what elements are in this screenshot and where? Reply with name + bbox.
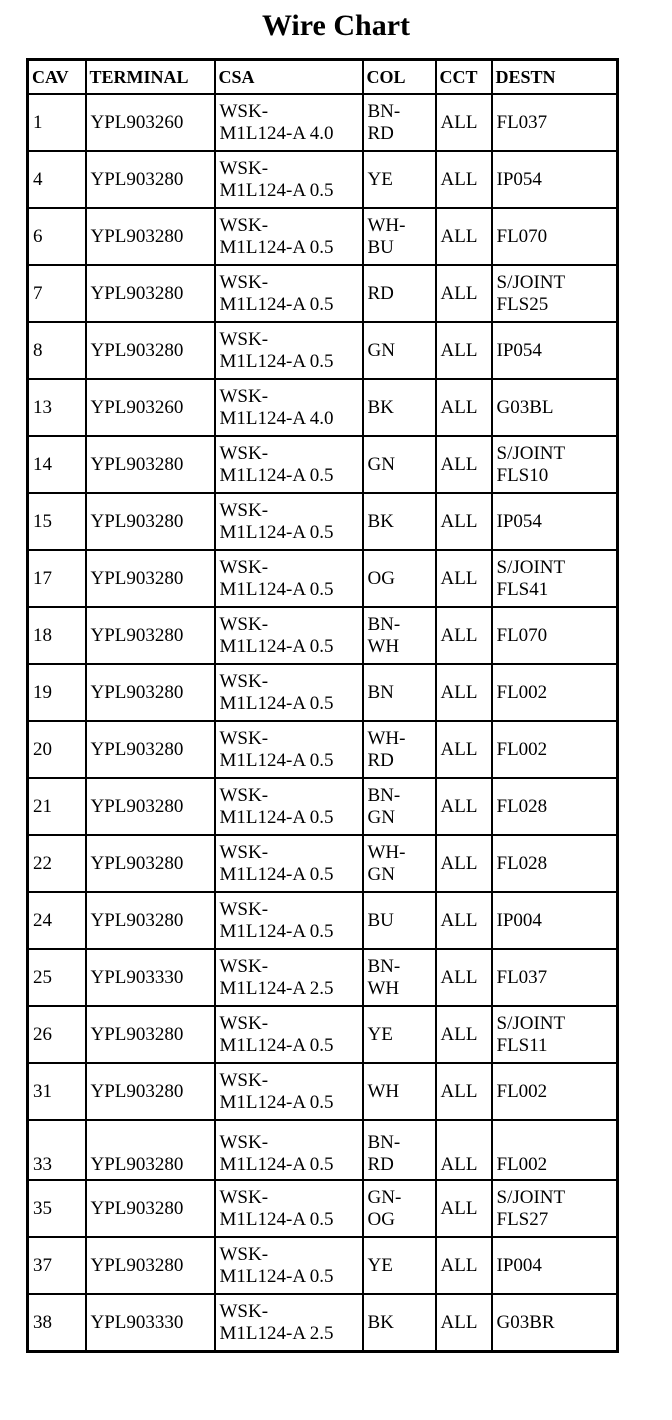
csa-cell-line: WSK-	[219, 1186, 269, 1208]
destn-cell-line: FL002	[496, 1154, 548, 1175]
csa-cell-line: M1L124-A 0.5	[219, 635, 334, 657]
csa-cell-line: M1L124-A 0.5	[219, 806, 334, 828]
table-row	[28, 436, 618, 493]
csa-cell-line: WSK-	[219, 1243, 269, 1265]
destn-cell	[492, 1006, 618, 1063]
destn-cell	[492, 721, 618, 778]
col-cell	[363, 892, 436, 949]
destn-cell	[492, 1063, 618, 1120]
cav-cell: 17	[28, 550, 86, 607]
cav-cell: 7	[28, 265, 86, 322]
col-cell	[363, 265, 436, 322]
csa-cell-line: WSK-	[219, 100, 269, 122]
cct-cell: ALL	[436, 835, 492, 892]
cct-cell: ALL	[436, 1063, 492, 1120]
header-col: COL	[363, 60, 436, 95]
cav-cell: 33	[28, 1120, 86, 1180]
destn-cell	[492, 949, 618, 1006]
csa-cell-line: WSK-	[219, 727, 269, 749]
header-terminal: TERMINAL	[86, 60, 215, 95]
destn-cell	[492, 151, 618, 208]
cav-cell: 1	[28, 94, 86, 151]
cav-cell: 14	[28, 436, 86, 493]
terminal-cell: YPL903330	[86, 949, 215, 1006]
col-cell-line: OG	[367, 1208, 395, 1230]
destn-cell-line: FL028	[496, 795, 548, 817]
csa-cell-line: M1L124-A 0.5	[219, 1154, 334, 1175]
destn-cell	[492, 664, 618, 721]
col-cell	[363, 550, 436, 607]
table-row	[28, 607, 618, 664]
terminal-cell: YPL903280	[86, 265, 215, 322]
destn-cell-line: S/JOINT	[496, 442, 566, 464]
col-cell-line: RD	[367, 749, 394, 771]
col-cell	[363, 1237, 436, 1294]
destn-cell-line: FL037	[496, 111, 548, 133]
csa-cell	[215, 835, 363, 892]
destn-cell-line: FLS41	[496, 578, 549, 600]
col-cell-line: BK	[367, 396, 394, 418]
csa-cell-line: M1L124-A 0.5	[219, 1091, 334, 1113]
destn-cell-line: IP054	[496, 339, 542, 361]
terminal-cell: YPL903280	[86, 322, 215, 379]
destn-cell	[492, 778, 618, 835]
destn-cell-line: FLS25	[496, 293, 549, 315]
col-cell-line: RD	[367, 122, 394, 144]
destn-cell	[492, 94, 618, 151]
csa-cell-line: M1L124-A 0.5	[219, 464, 334, 486]
cav-cell: 37	[28, 1237, 86, 1294]
cct-cell: ALL	[436, 1294, 492, 1352]
header-cav: CAV	[28, 60, 86, 95]
destn-cell	[492, 607, 618, 664]
col-cell	[363, 607, 436, 664]
terminal-cell: YPL903280	[86, 1180, 215, 1237]
header-destn: DESTN	[492, 60, 618, 95]
destn-cell-line: S/JOINT	[496, 556, 566, 578]
table-row	[28, 664, 618, 721]
csa-cell-line: WSK-	[219, 1300, 269, 1322]
table-row	[28, 1063, 618, 1120]
csa-cell	[215, 493, 363, 550]
destn-cell-line: FL070	[496, 225, 548, 247]
col-cell-line: WH	[367, 1080, 400, 1102]
cct-cell: ALL	[436, 436, 492, 493]
table-row	[28, 1237, 618, 1294]
terminal-cell: YPL903280	[86, 436, 215, 493]
table-row	[28, 493, 618, 550]
csa-cell-line: M1L124-A 0.5	[219, 350, 334, 372]
col-cell-line: BK	[367, 510, 394, 532]
col-cell	[363, 1063, 436, 1120]
terminal-cell: YPL903280	[86, 664, 215, 721]
csa-cell-line: M1L124-A 4.0	[219, 122, 334, 144]
col-cell-line: WH-	[367, 727, 406, 749]
cct-cell: ALL	[436, 1120, 492, 1180]
cav-cell: 13	[28, 379, 86, 436]
table-row	[28, 892, 618, 949]
destn-cell-line: FLS27	[496, 1208, 549, 1230]
cav-cell: 22	[28, 835, 86, 892]
csa-cell-line: WSK-	[219, 214, 269, 236]
destn-cell-line: FLS10	[496, 464, 549, 486]
table-row	[28, 1120, 618, 1180]
destn-cell-line: FL070	[496, 624, 548, 646]
col-cell-line: YE	[367, 168, 393, 190]
table-row	[28, 949, 618, 1006]
col-cell	[363, 379, 436, 436]
table-row	[28, 94, 618, 151]
destn-cell	[492, 550, 618, 607]
destn-cell-line: IP004	[496, 1254, 542, 1276]
csa-cell	[215, 1120, 363, 1180]
cct-cell: ALL	[436, 94, 492, 151]
csa-cell	[215, 436, 363, 493]
terminal-cell: YPL903280	[86, 1120, 215, 1180]
csa-cell-line: WSK-	[219, 499, 269, 521]
cct-cell: ALL	[436, 1237, 492, 1294]
csa-cell	[215, 892, 363, 949]
destn-cell-line: IP004	[496, 909, 542, 931]
csa-cell-line: WSK-	[219, 385, 269, 407]
cav-cell: 4	[28, 151, 86, 208]
col-cell	[363, 1180, 436, 1237]
col-cell-line: OG	[367, 567, 395, 589]
col-cell	[363, 94, 436, 151]
terminal-cell: YPL903280	[86, 778, 215, 835]
col-cell	[363, 835, 436, 892]
terminal-cell: YPL903280	[86, 550, 215, 607]
destn-cell	[492, 1120, 618, 1180]
destn-cell	[492, 379, 618, 436]
col-cell-line: BN	[367, 681, 394, 703]
cav-cell: 6	[28, 208, 86, 265]
col-cell-line: BN-	[367, 613, 401, 635]
destn-cell-line: IP054	[496, 168, 542, 190]
cct-cell: ALL	[436, 1180, 492, 1237]
csa-cell-line: WSK-	[219, 157, 269, 179]
table-row	[28, 265, 618, 322]
col-cell	[363, 436, 436, 493]
csa-cell-line: M1L124-A 0.5	[219, 749, 334, 771]
cct-cell: ALL	[436, 322, 492, 379]
csa-cell-line: M1L124-A 0.5	[219, 578, 334, 600]
col-cell-line: RD	[367, 282, 394, 304]
destn-cell-line: FLS11	[496, 1034, 548, 1056]
col-cell-line: BN-	[367, 1132, 401, 1153]
csa-cell	[215, 778, 363, 835]
table-row	[28, 835, 618, 892]
cav-cell: 38	[28, 1294, 86, 1352]
col-cell	[363, 151, 436, 208]
col-cell-line: RD	[367, 1154, 394, 1175]
col-cell	[363, 778, 436, 835]
csa-cell	[215, 1063, 363, 1120]
col-cell-line: WH	[367, 977, 400, 999]
csa-cell-line: M1L124-A 0.5	[219, 692, 334, 714]
csa-cell	[215, 94, 363, 151]
cav-cell: 24	[28, 892, 86, 949]
csa-cell-line: M1L124-A 0.5	[219, 293, 334, 315]
destn-cell	[492, 208, 618, 265]
cav-cell: 35	[28, 1180, 86, 1237]
col-cell	[363, 208, 436, 265]
terminal-cell: YPL903280	[86, 721, 215, 778]
terminal-cell: YPL903280	[86, 835, 215, 892]
csa-cell-line: WSK-	[219, 613, 269, 635]
csa-cell	[215, 151, 363, 208]
col-cell-line: YE	[367, 1023, 393, 1045]
destn-cell	[492, 1180, 618, 1237]
cct-cell: ALL	[436, 949, 492, 1006]
terminal-cell: YPL903280	[86, 1063, 215, 1120]
cct-cell: ALL	[436, 379, 492, 436]
col-cell-line: WH-	[367, 214, 406, 236]
header-cct: CCT	[436, 60, 492, 95]
csa-cell-line: M1L124-A 4.0	[219, 407, 334, 429]
csa-cell	[215, 379, 363, 436]
destn-cell	[492, 436, 618, 493]
col-cell	[363, 721, 436, 778]
table-row	[28, 550, 618, 607]
terminal-cell: YPL903280	[86, 607, 215, 664]
csa-cell	[215, 208, 363, 265]
cct-cell: ALL	[436, 493, 492, 550]
table-body	[28, 94, 618, 1352]
col-cell-line: BN-	[367, 100, 401, 122]
destn-cell-line: FL002	[496, 738, 548, 760]
cav-cell: 8	[28, 322, 86, 379]
cct-cell: ALL	[436, 778, 492, 835]
csa-cell	[215, 664, 363, 721]
destn-cell	[492, 1294, 618, 1352]
csa-cell-line: M1L124-A 0.5	[219, 236, 334, 258]
csa-cell-line: M1L124-A 0.5	[219, 1034, 334, 1056]
cav-cell: 25	[28, 949, 86, 1006]
page-title: Wire Chart	[261, 9, 411, 42]
col-cell-line: GN	[367, 806, 395, 828]
col-cell-line: YE	[367, 1254, 393, 1276]
table-row	[28, 208, 618, 265]
csa-cell-line: WSK-	[219, 898, 269, 920]
csa-cell	[215, 1294, 363, 1352]
table-row	[28, 379, 618, 436]
cct-cell: ALL	[436, 664, 492, 721]
destn-cell	[492, 322, 618, 379]
destn-cell-line: IP054	[496, 510, 542, 532]
cav-cell: 20	[28, 721, 86, 778]
csa-cell	[215, 1180, 363, 1237]
col-cell-line: BU	[367, 909, 394, 931]
cav-cell: 21	[28, 778, 86, 835]
csa-cell-line: WSK-	[219, 328, 269, 350]
col-cell-line: GN	[367, 453, 395, 475]
cct-cell: ALL	[436, 151, 492, 208]
terminal-cell: YPL903280	[86, 1006, 215, 1063]
cav-cell: 31	[28, 1063, 86, 1120]
table-row	[28, 778, 618, 835]
csa-cell-line: WSK-	[219, 784, 269, 806]
csa-cell	[215, 949, 363, 1006]
col-cell	[363, 493, 436, 550]
destn-cell-line: FL002	[496, 1080, 548, 1102]
destn-cell	[492, 493, 618, 550]
col-cell	[363, 1120, 436, 1180]
csa-cell	[215, 1237, 363, 1294]
destn-cell-line: FL028	[496, 852, 548, 874]
destn-cell-line: G03BR	[496, 1311, 555, 1333]
table-row	[28, 322, 618, 379]
col-cell	[363, 322, 436, 379]
cav-cell: 15	[28, 493, 86, 550]
table-row	[28, 1180, 618, 1237]
cct-cell: ALL	[436, 550, 492, 607]
csa-cell	[215, 322, 363, 379]
cct-cell: ALL	[436, 265, 492, 322]
table-row	[28, 151, 618, 208]
csa-cell-line: M1L124-A 0.5	[219, 1208, 334, 1230]
header-row	[28, 60, 618, 95]
destn-cell-line: G03BL	[496, 396, 554, 418]
wire-chart-table	[26, 58, 619, 1353]
destn-cell-line: S/JOINT	[496, 1012, 566, 1034]
table-row	[28, 1006, 618, 1063]
cct-cell: ALL	[436, 1006, 492, 1063]
csa-cell-line: WSK-	[219, 1132, 269, 1153]
col-cell-line: GN	[367, 863, 395, 885]
header-csa: CSA	[215, 60, 363, 95]
csa-cell-line: WSK-	[219, 841, 269, 863]
csa-cell-line: M1L124-A 0.5	[219, 863, 334, 885]
terminal-cell: YPL903260	[86, 94, 215, 151]
destn-cell	[492, 1237, 618, 1294]
csa-cell-line: M1L124-A 0.5	[219, 920, 334, 942]
col-cell-line: GN	[367, 339, 395, 361]
table-row	[28, 721, 618, 778]
csa-cell-line: M1L124-A 0.5	[219, 1265, 334, 1287]
terminal-cell: YPL903330	[86, 1294, 215, 1352]
csa-cell-line: WSK-	[219, 670, 269, 692]
col-cell-line: GN-	[367, 1186, 402, 1208]
destn-cell-line: FL002	[496, 681, 548, 703]
col-cell-line: WH	[367, 635, 400, 657]
cav-cell: 18	[28, 607, 86, 664]
cav-cell: 19	[28, 664, 86, 721]
destn-cell	[492, 892, 618, 949]
csa-cell-line: WSK-	[219, 556, 269, 578]
cav-cell: 26	[28, 1006, 86, 1063]
csa-cell	[215, 265, 363, 322]
cct-cell: ALL	[436, 607, 492, 664]
csa-cell	[215, 1006, 363, 1063]
destn-cell-line: S/JOINT	[496, 271, 566, 293]
csa-cell-line: WSK-	[219, 271, 269, 293]
csa-cell	[215, 721, 363, 778]
destn-cell-line: S/JOINT	[496, 1186, 566, 1208]
csa-cell-line: WSK-	[219, 1069, 269, 1091]
col-cell-line: WH-	[367, 841, 406, 863]
col-cell-line: BU	[367, 236, 394, 258]
cct-cell: ALL	[436, 721, 492, 778]
table-row	[28, 1294, 618, 1352]
cct-cell: ALL	[436, 892, 492, 949]
col-cell	[363, 1294, 436, 1352]
csa-cell-line: M1L124-A 2.5	[219, 977, 334, 999]
csa-cell-line: WSK-	[219, 1012, 269, 1034]
terminal-cell: YPL903280	[86, 208, 215, 265]
col-cell	[363, 664, 436, 721]
table-header	[28, 60, 618, 95]
csa-cell-line: WSK-	[219, 442, 269, 464]
csa-cell-line: M1L124-A 2.5	[219, 1322, 334, 1344]
csa-cell-line: M1L124-A 0.5	[219, 179, 334, 201]
destn-cell-line: FL037	[496, 966, 548, 988]
terminal-cell: YPL903280	[86, 1237, 215, 1294]
csa-cell	[215, 550, 363, 607]
cct-cell: ALL	[436, 208, 492, 265]
terminal-cell: YPL903280	[86, 493, 215, 550]
csa-cell	[215, 607, 363, 664]
csa-cell-line: WSK-	[219, 955, 269, 977]
destn-cell	[492, 265, 618, 322]
col-cell-line: BK	[367, 1311, 394, 1333]
col-cell	[363, 949, 436, 1006]
col-cell	[363, 1006, 436, 1063]
terminal-cell: YPL903280	[86, 892, 215, 949]
destn-cell	[492, 835, 618, 892]
terminal-cell: YPL903280	[86, 151, 215, 208]
csa-cell-line: M1L124-A 0.5	[219, 521, 334, 543]
terminal-cell: YPL903260	[86, 379, 215, 436]
col-cell-line: BN-	[367, 784, 401, 806]
col-cell-line: BN-	[367, 955, 401, 977]
